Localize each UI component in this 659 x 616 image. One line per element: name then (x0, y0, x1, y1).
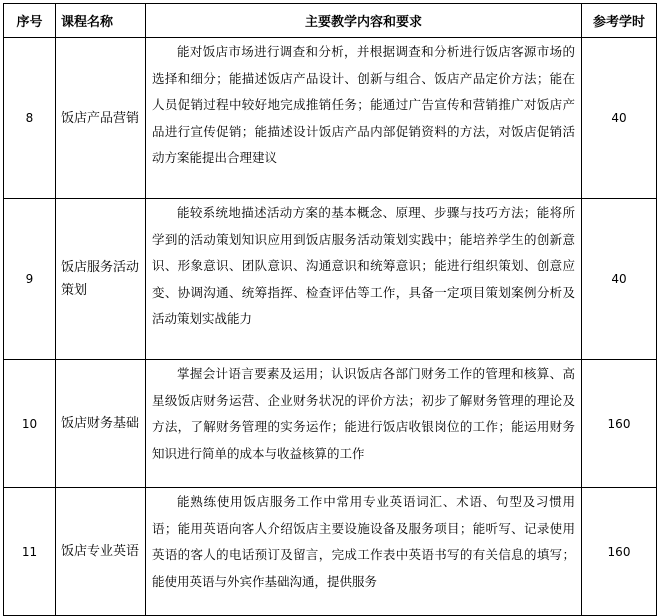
cell-no: 11 (4, 488, 56, 616)
cell-course-name: 饭店财务基础 (56, 360, 146, 488)
cell-content (146, 360, 582, 488)
header-no: 序号 (4, 4, 56, 38)
cell-hours: 160 (582, 360, 657, 488)
cell-hours: 40 (582, 38, 657, 199)
content-text: 能熟练使用饭店服务工作中常用专业英语词汇、术语、句型及习惯用语；能用英语向客人介绍饭店主要设施设备及服务项目；能听写、记录使用英语的客人的电话预订及留言，完成工作表中英语书写的有关信息的填写；能使用英语与外宾作基础沟通，提供服务 (152, 494, 575, 589)
table-row (4, 38, 657, 199)
header-content: 主要教学内容和要求 (146, 4, 582, 38)
table-row (4, 360, 657, 488)
cell-no: 9 (4, 199, 56, 360)
content-text: 能对饭店市场进行调查和分析，并根据调查和分析进行饭店客源市场的选择和细分；能描述饭店产品设计、创新与组合、饭店产品定价方法；能在人员促销过程中较好地完成推销任务；能通过广告宣传和营销推广对饭店产品进行宣传促销；能描述设计饭店产品内部促销资料的方法，对饭店促销活动方案能提出合理建议 (152, 44, 575, 166)
curriculum-table (3, 3, 657, 616)
cell-no: 8 (4, 38, 56, 199)
cell-content (146, 199, 582, 360)
cell-no: 10 (4, 360, 56, 488)
content-text: 能较系统地描述活动方案的基本概念、原理、步骤与技巧方法；能将所学到的活动策划知识应用到饭店服务活动策划实践中；能培养学生的创新意识、形象意识、团队意识、沟通意识和统筹意识；能进行组织策划、创意应变、协调沟通、统筹指挥、检查评估等工作，具备一定项目策划案例分析及活动策划实战能力 (152, 205, 575, 327)
cell-hours: 40 (582, 199, 657, 360)
table-row (4, 488, 657, 616)
cell-content (146, 488, 582, 616)
cell-course-name: 饭店服务活动策划 (56, 199, 146, 360)
cell-course-name: 饭店产品营销 (56, 38, 146, 199)
table-row (4, 199, 657, 360)
table-header-row (4, 4, 657, 38)
header-hours: 参考学时 (582, 4, 657, 38)
cell-hours: 160 (582, 488, 657, 616)
header-course-name: 课程名称 (56, 4, 146, 38)
cell-content (146, 38, 582, 199)
cell-course-name: 饭店专业英语 (56, 488, 146, 616)
content-text: 掌握会计语言要素及运用；认识饭店各部门财务工作的管理和核算、高星级饭店财务运营、企业财务状况的评价方法；初步了解财务管理的理论及方法，了解财务管理的实务运作；能进行饭店收银岗位的工作；能运用财务知识进行简单的成本与收益核算的工作 (152, 366, 575, 461)
